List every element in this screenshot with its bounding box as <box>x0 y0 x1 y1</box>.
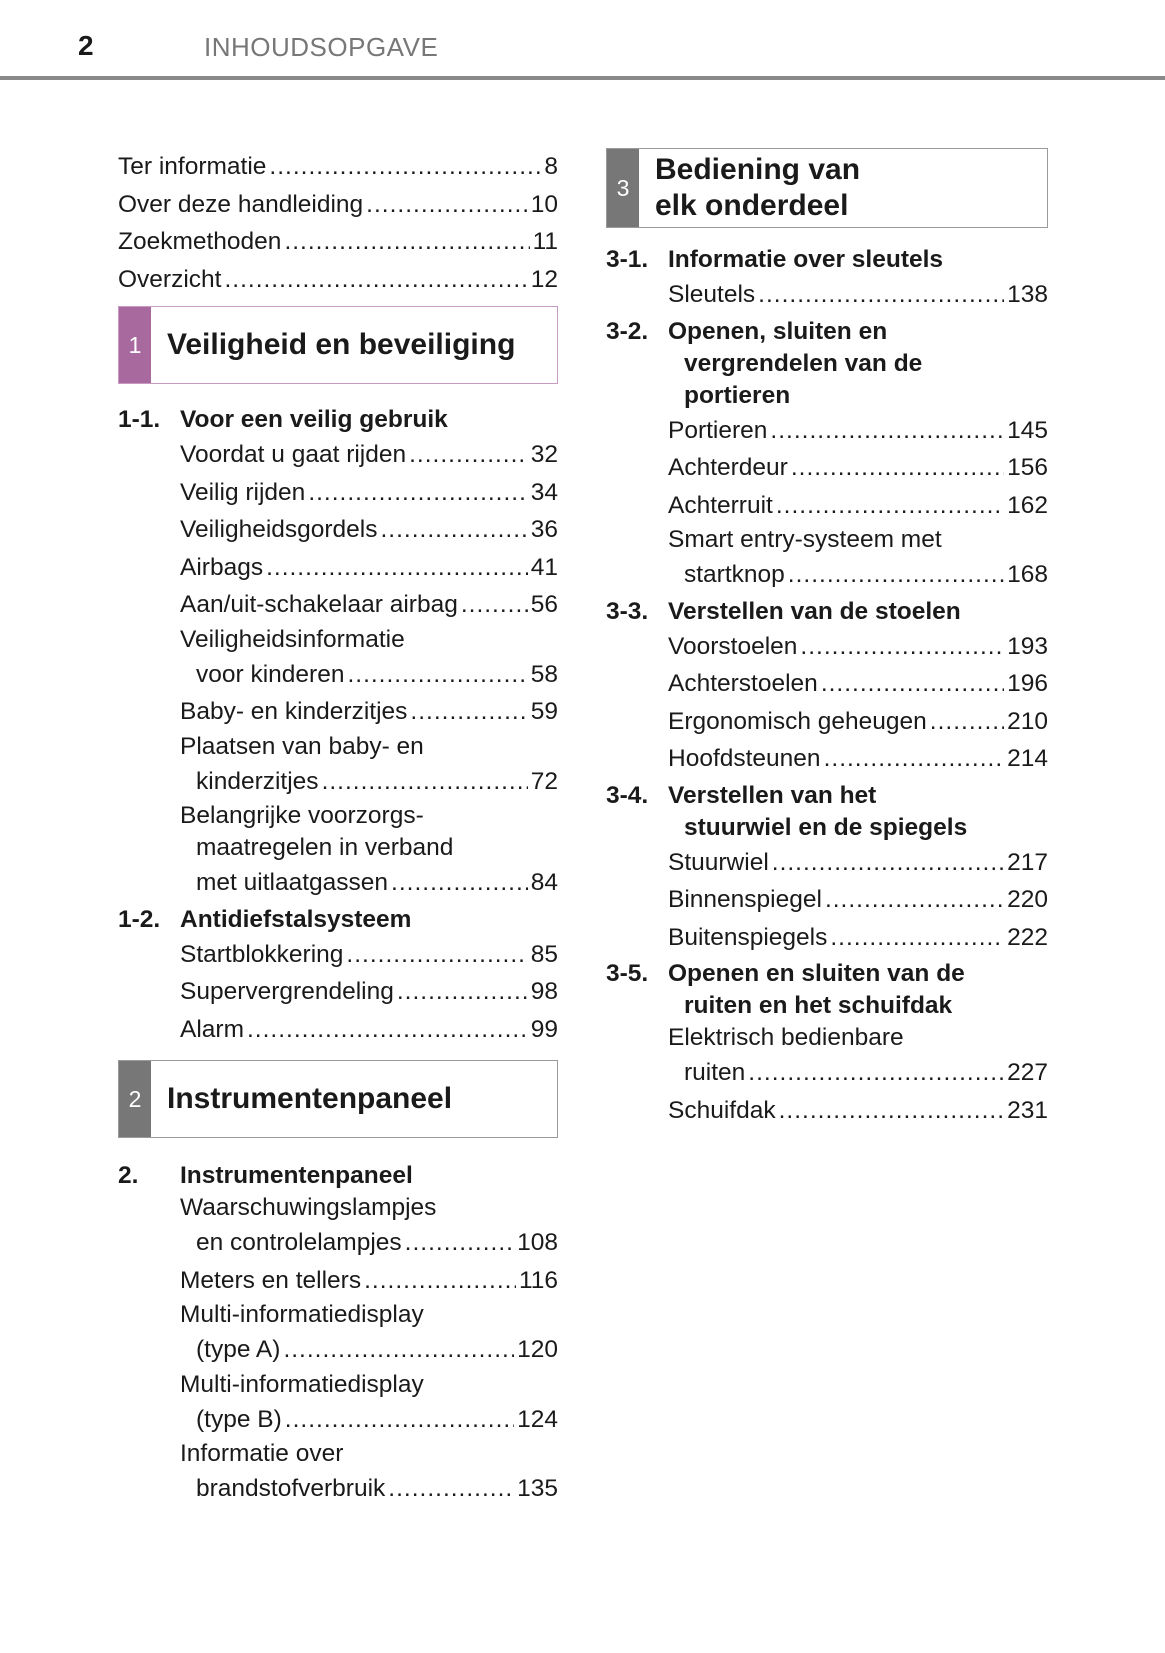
toc-entry[interactable]: Achterstoelen ..... 196 <box>606 665 1048 703</box>
toc-entry[interactable]: Alarm ..... 99 <box>118 1011 558 1049</box>
toc-entry[interactable]: Startblokkering ..... 85 <box>118 936 558 974</box>
chapter-title: Bediening van elk onderdeel <box>655 153 861 222</box>
page-number: 2 <box>78 30 94 61</box>
toc-right-column <box>606 148 1048 1129</box>
section-heading[interactable]: 3-5. Openen en sluiten van de <box>606 960 965 987</box>
toc-entry[interactable]: Portieren ..... 145 <box>606 412 1048 450</box>
chapter-number-tab: 1 <box>119 307 151 383</box>
page-header <box>0 0 1165 80</box>
toc-entry[interactable]: Multi-informatiedisplay (type B) ..... 124 <box>118 1369 558 1439</box>
section-heading[interactable]: 1-1. Voor een veilig gebruik <box>118 406 448 433</box>
header-divider <box>0 76 1165 80</box>
section-3-2: 3-2. Openen, sluiten en vergrendelen van de portieren Portieren ..... 145 Achterdeur ..... 156 Achterruit ..... 162 Smart entry-systeem met startknop ..... 168 <box>606 316 1048 594</box>
section-3-4: 3-4. Verstellen van het stuurwiel en de spiegels Stuurwiel ..... 217 Binnenspiegel ..... 220 Buitenspiegels ..... 222 <box>606 780 1048 957</box>
section-heading[interactable]: 2. Instrumentenpaneel <box>118 1162 413 1189</box>
toc-entry[interactable]: Binnenspiegel ..... 220 <box>606 881 1048 919</box>
section-heading[interactable]: 3-3. Verstellen van de stoelen <box>606 597 961 625</box>
toc-entry[interactable]: Veilig rijden ..... 34 <box>118 474 558 512</box>
chapter-title: Instrumentenpaneel <box>167 1082 453 1115</box>
toc-left-column <box>118 148 558 1508</box>
toc-entry[interactable]: Plaatsen van baby- en kinderzitjes ..... 72 <box>118 731 558 801</box>
header-title: INHOUDSOPGAVE <box>204 32 439 62</box>
toc-entry[interactable]: Veiligheidsgordels ..... 36 <box>118 511 558 549</box>
chapter-number-tab: 2 <box>119 1061 151 1137</box>
chapter-1-heading[interactable] <box>118 306 558 384</box>
toc-entry[interactable]: Elektrisch bedienbare ruiten ..... 227 <box>606 1022 1048 1092</box>
toc-entry[interactable]: Schuifdak ..... 231 <box>606 1092 1048 1130</box>
toc-entry[interactable]: Supervergrendeling ..... 98 <box>118 973 558 1011</box>
section-heading[interactable]: 3-1. Informatie over sleutels <box>606 246 944 273</box>
toc-entry[interactable]: Stuurwiel ..... 217 <box>606 844 1048 882</box>
toc-entry[interactable]: Ergonomisch geheugen ..... 210 <box>606 703 1048 741</box>
section-heading[interactable]: 3-4. Verstellen van het <box>606 781 877 809</box>
section-2 <box>118 1160 558 1508</box>
intro-list <box>118 148 558 298</box>
toc-entry[interactable]: Multi-informatiedisplay (type A) ..... 120 <box>118 1299 558 1369</box>
section-1-1 <box>118 404 558 902</box>
toc-entry[interactable]: Voorstoelen ..... 193 <box>606 628 1048 666</box>
toc-entry[interactable]: Waarschuwingslampjes en controlelampjes ..... 108 <box>118 1192 558 1262</box>
section-3-5: 3-5. Openen en sluiten van de ruiten en het schuifdak Elektrisch bedienbare ruiten ..... 227 Schuifdak ..... 231 <box>606 958 1048 1129</box>
toc-entry[interactable]: Baby- en kinderzitjes ..... 59 <box>118 693 558 731</box>
section-3-1 <box>606 244 1048 314</box>
toc-entry[interactable]: Voordat u gaat rijden ..... 32 <box>118 436 558 474</box>
toc-entry[interactable]: Sleutels ..... 138 <box>606 276 1048 314</box>
chapter-number-tab: 3 <box>607 149 639 227</box>
toc-entry[interactable]: Achterruit ..... 162 <box>606 487 1048 525</box>
toc-entry[interactable]: Hoofdsteunen ..... 214 <box>606 740 1048 778</box>
toc-entry[interactable]: Ter informatie ..... 8 <box>118 148 558 186</box>
toc-entry[interactable]: Buitenspiegels ..... 222 <box>606 919 1048 957</box>
toc-entry[interactable]: Overzicht ..... 12 <box>118 261 558 299</box>
toc-entry[interactable]: Achterdeur ..... 156 <box>606 449 1048 487</box>
toc-entry[interactable]: Meters en tellers ..... 116 <box>118 1262 558 1300</box>
chapter-title: Veiligheid en beveiliging <box>167 328 516 361</box>
chapter-3-heading[interactable] <box>606 148 1048 228</box>
section-1-2 <box>118 904 558 1049</box>
toc-entry[interactable]: Smart entry-systeem met startknop ..... 168 <box>606 524 1048 594</box>
toc-entry[interactable]: Veiligheidsinformatie voor kinderen ..... 58 <box>118 624 558 694</box>
toc-entry[interactable]: Over deze handleiding ..... 10 <box>118 186 558 224</box>
section-3-3 <box>606 596 1048 778</box>
toc-entry[interactable]: Informatie over brandstofverbruik ..... 135 <box>118 1438 558 1508</box>
toc-entry[interactable]: Zoekmethoden ..... 11 <box>118 223 558 261</box>
section-heading[interactable]: 1-2. Antidiefstalsysteem <box>118 905 412 933</box>
toc-entry[interactable]: Aan/uit-schakelaar airbag ..... 56 <box>118 586 558 624</box>
chapter-2-heading[interactable] <box>118 1060 558 1138</box>
toc-entry[interactable]: Belangrijke voorzorgs- maatregelen in verband met uitlaatgassen ..... 84 <box>118 800 558 902</box>
section-heading[interactable]: 3-2. Openen, sluiten en <box>606 317 888 345</box>
toc-entry[interactable]: Airbags ..... 41 <box>118 549 558 587</box>
